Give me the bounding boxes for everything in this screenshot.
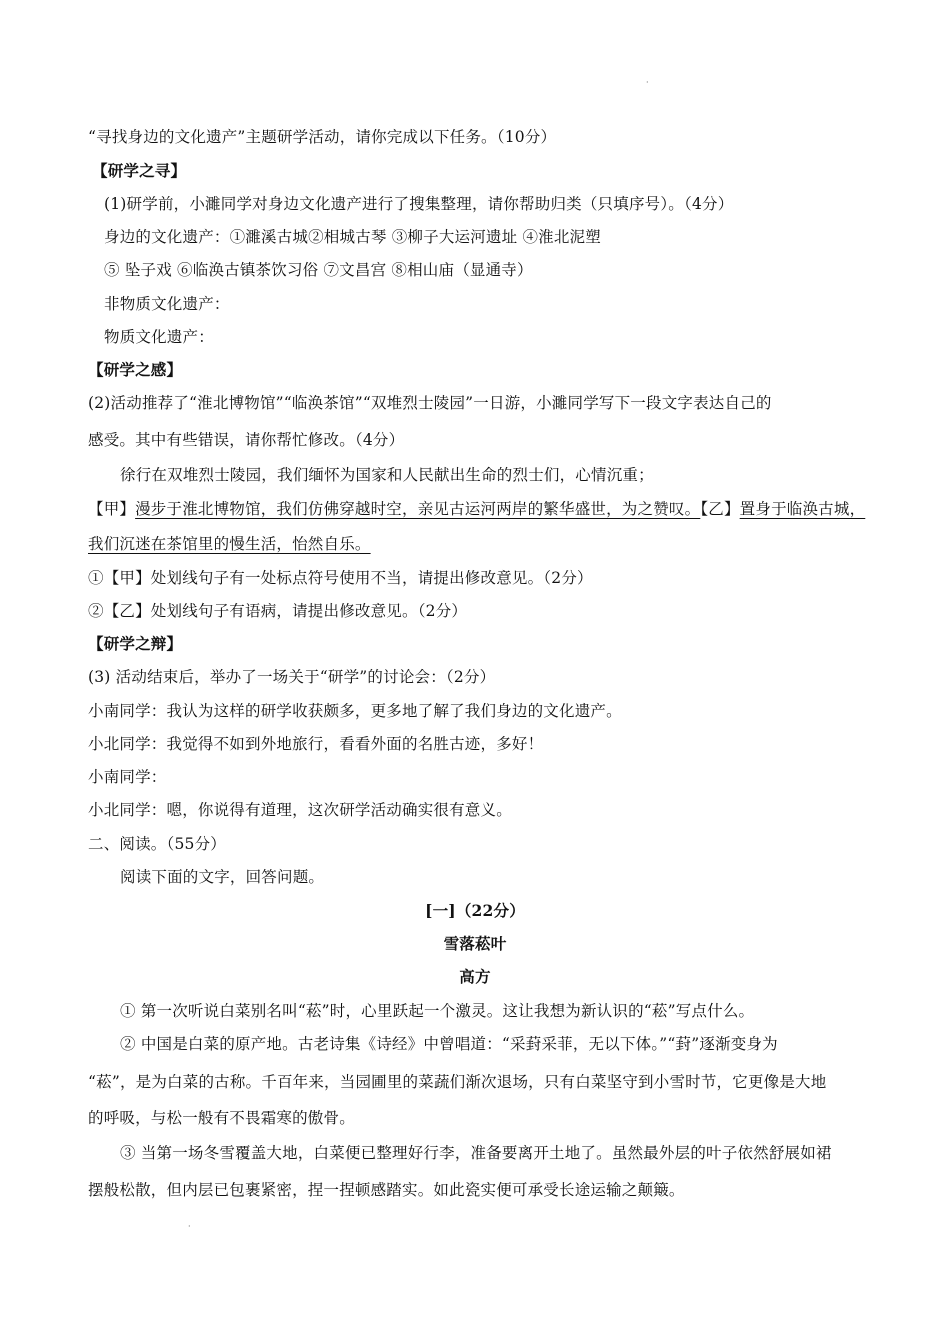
passage-line-1: 徐行在双堆烈士陵园，我们缅怀为国家和人民献出生命的烈士们，心情沉重；: [120, 466, 654, 484]
paragraph-2-line-1: ② 中国是白菜的原产地。古老诗集《诗经》中曾唱道：“采葑采菲，无以下体。”“葑”逐渐变身为: [120, 1035, 778, 1053]
dialogue-line-3: 小南同学：: [88, 768, 167, 786]
heritage-list-line-2: ⑤ 坠子戏 ⑥临涣古镇茶饮习俗 ⑦文昌宫 ⑧相山庙（显通寺）: [104, 261, 533, 279]
sub-question-yi: ②【乙】处划线句子有语病，请提出修改意见。（2分）: [88, 602, 468, 620]
question-1-prompt: (1)研学前，小濉同学对身边文化遗产进行了搜集整理，请你帮助归类（只填序号）。（4分）: [104, 195, 734, 213]
question-3-prompt: (3) 活动结束后，举办了一场关于“研学”的讨论会：（2分）: [88, 668, 496, 686]
paragraph-2-line-3: 的呼吸，与松一般有不畏霜寒的傲骨。: [88, 1109, 355, 1127]
underlined-sentence-yi-part-2: 我们沉迷在茶馆里的慢生活，怡然自乐。: [88, 535, 371, 553]
dialogue-line-1: 小南同学：我认为这样的研学收获颇多，更多地了解了我们身边的文化遗产。: [88, 702, 622, 720]
part-2-heading: 二、阅读。（55分）: [88, 835, 226, 853]
mark-yi: 【乙】: [700, 500, 740, 518]
passage-line-2: [88, 499, 865, 519]
footer-mark: ·: [188, 1222, 191, 1231]
heritage-list-line-1: 身边的文化遗产：①濉溪古城②相城古琴 ③柳子大运河遗址 ④淮北泥塑: [104, 228, 601, 246]
sub-question-jia: ①【甲】处划线句子有一处标点符号使用不当，请提出修改意见。（2分）: [88, 569, 593, 587]
article-author: 高方: [459, 967, 491, 986]
question-2-prompt-line-1: (2)活动推荐了“淮北博物馆”“临涣茶馆”“双堆烈士陵园”一日游，小濉同学写下一段文字表达自己的: [88, 394, 772, 412]
article-title: 雪落菘叶: [443, 934, 507, 953]
nonmaterial-heritage-label: 非物质文化遗产：: [104, 295, 230, 313]
mark-jia: 【甲】: [88, 500, 136, 518]
paragraph-3-line-2: 摆般松散，但内层已包裹紧密，捏一捏顿感踏实。如此瓷实便可承受长途运输之颠簸。: [88, 1181, 685, 1199]
dialogue-line-4: 小北同学：嗯，你说得有道理，这次研学活动确实很有意义。: [88, 801, 512, 819]
underlined-sentence-yi-part-1: 置身于临涣古城，: [739, 500, 866, 518]
paragraph-2-line-2: “菘”，是为白菜的古称。千百年来，当园圃里的菜蔬们渐次退场，只有白菜坚守到小雪时节，它更像是大地: [88, 1073, 827, 1091]
passage-line-3: [88, 534, 371, 554]
paragraph-3-line-1: ③ 当第一场冬雪覆盖大地，白菜便已整理好行李，准备要离开土地了。虽然最外层的叶子依然舒展如裙: [120, 1144, 832, 1162]
dialogue-line-2: 小北同学：我觉得不如到外地旅行，看看外面的名胜古迹，多好！: [88, 735, 544, 753]
material-heritage-label: 物质文化遗产：: [104, 328, 214, 346]
section-title-debate: 【研学之辩】: [88, 634, 183, 653]
question-2-prompt-line-2: 感受。其中有些错误，请你帮忙修改。（4分）: [88, 431, 405, 449]
task-intro: “寻找身边的文化遗产”主题研学活动，请你完成以下任务。（10分）: [88, 128, 557, 146]
paragraph-1: ① 第一次听说白菜别名叫“菘”时，心里跃起一个激灵。这让我想为新认识的“菘”写点什么。: [120, 1002, 755, 1020]
section-title-search: 【研学之寻】: [92, 161, 187, 180]
section-title-feeling: 【研学之感】: [88, 360, 183, 379]
underlined-sentence-jia: 漫步于淮北博物馆，我们仿佛穿越时空，亲见古运河两岸的繁华盛世，为之赞叹。: [135, 500, 701, 518]
reading-instruction: 阅读下面的文字，回答问题。: [120, 868, 325, 886]
header-mark: ·: [646, 78, 649, 87]
section-number: [一]（22分）: [425, 901, 525, 920]
